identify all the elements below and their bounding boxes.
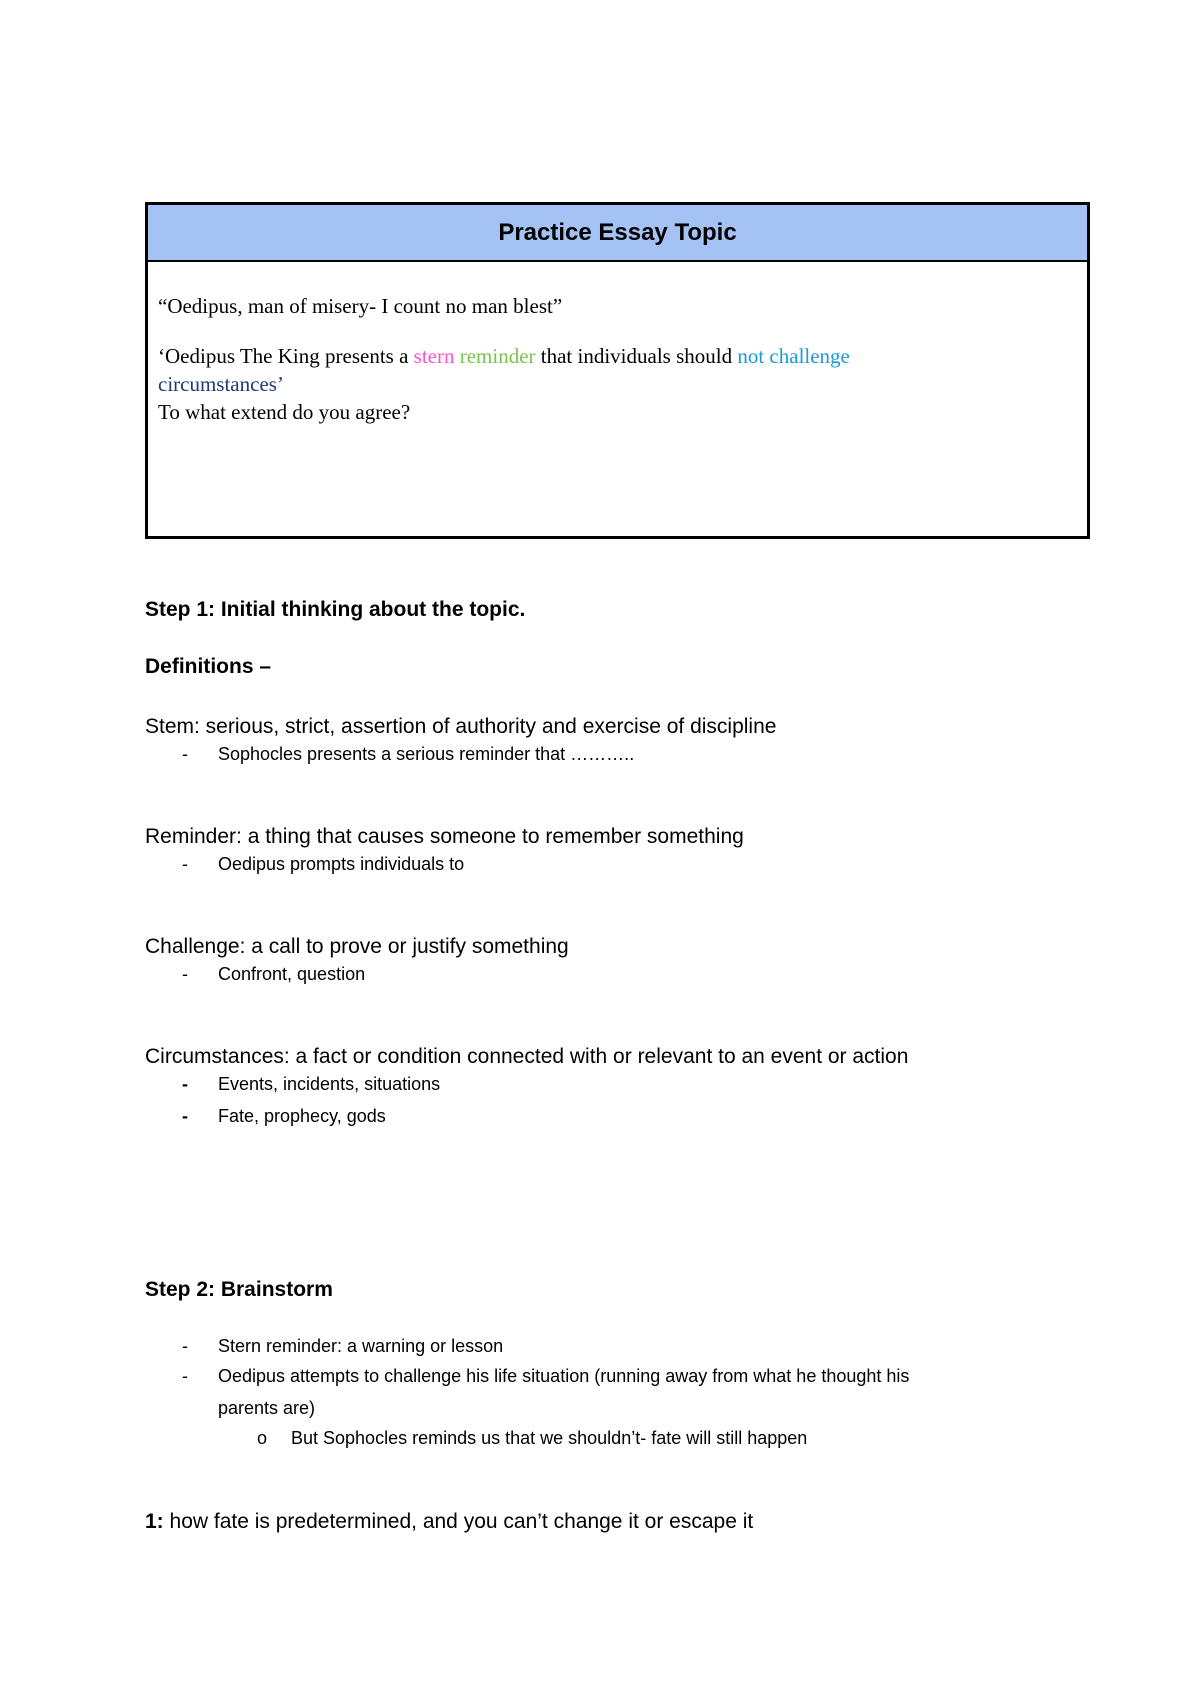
essay-topic-box (145, 202, 1090, 539)
point-1-number: 1: (145, 1510, 164, 1533)
bullet-text: Oedipus attempts to challenge his life situation (running away from what he thought his (218, 1366, 910, 1386)
bullet-text: But Sophocles reminds us that we shouldn’t- fate will still happen (291, 1428, 808, 1448)
topic-quote: “Oedipus, man of misery- I count no man blest” (158, 294, 563, 318)
statement-part2: that individuals should (535, 344, 738, 368)
dash-bullet: - (182, 1366, 188, 1386)
statement-part1: ‘Oedipus The King presents a (158, 344, 414, 368)
topic-header: Practice Essay Topic (148, 205, 1087, 262)
topic-statement (158, 342, 1077, 398)
bullet-text: Confront, question (218, 964, 366, 984)
point-1 (145, 1510, 753, 1534)
bullet-text: Fate, prophecy, gods (218, 1106, 386, 1126)
topic-body (148, 262, 1087, 426)
point-1-body: how fate is predetermined, and you can’t change it or escape it (163, 1510, 754, 1533)
term-circumstances: Circumstances: a fact or condition connected with or relevant to an event or action (145, 1045, 909, 1068)
term-reminder: Reminder: a thing that causes someone to remember something (145, 825, 744, 848)
circle-bullet: o (257, 1428, 268, 1448)
step1-heading: Step 1: Initial thinking about the topic. (145, 598, 526, 621)
topic-question: To what extend do you agree? (158, 400, 411, 424)
bullet-text: Events, incidents, situations (218, 1074, 441, 1094)
dash-bullet: - (182, 964, 188, 984)
bullet-text: Sophocles presents a serious reminder that ……….. (218, 744, 635, 764)
statement-reminder: reminder (459, 344, 536, 368)
statement-stern: stern (413, 344, 455, 368)
dash-bullet: - (182, 744, 188, 764)
dash-bullet: - (182, 1336, 188, 1356)
statement-not-challenge: not challenge (737, 344, 850, 368)
bullet-text: Stern reminder: a warning or lesson (218, 1336, 504, 1356)
bullet-text: Oedipus prompts individuals to (218, 854, 465, 874)
dash-bullet: - (182, 854, 188, 874)
term-challenge: Challenge: a call to prove or justify something (145, 935, 569, 958)
point-1-text (145, 1510, 753, 1533)
step2-heading: Step 2: Brainstorm (145, 1278, 333, 1301)
dash-bullet: - (182, 1074, 188, 1094)
dash-bullet: - (182, 1106, 188, 1126)
bullet-text: parents are) (218, 1398, 316, 1418)
definitions-heading: Definitions – (145, 655, 272, 678)
statement-circumstances: circumstances’ (158, 372, 284, 396)
term-stem: Stem: serious, strict, assertion of authority and exercise of discipline (145, 715, 777, 738)
